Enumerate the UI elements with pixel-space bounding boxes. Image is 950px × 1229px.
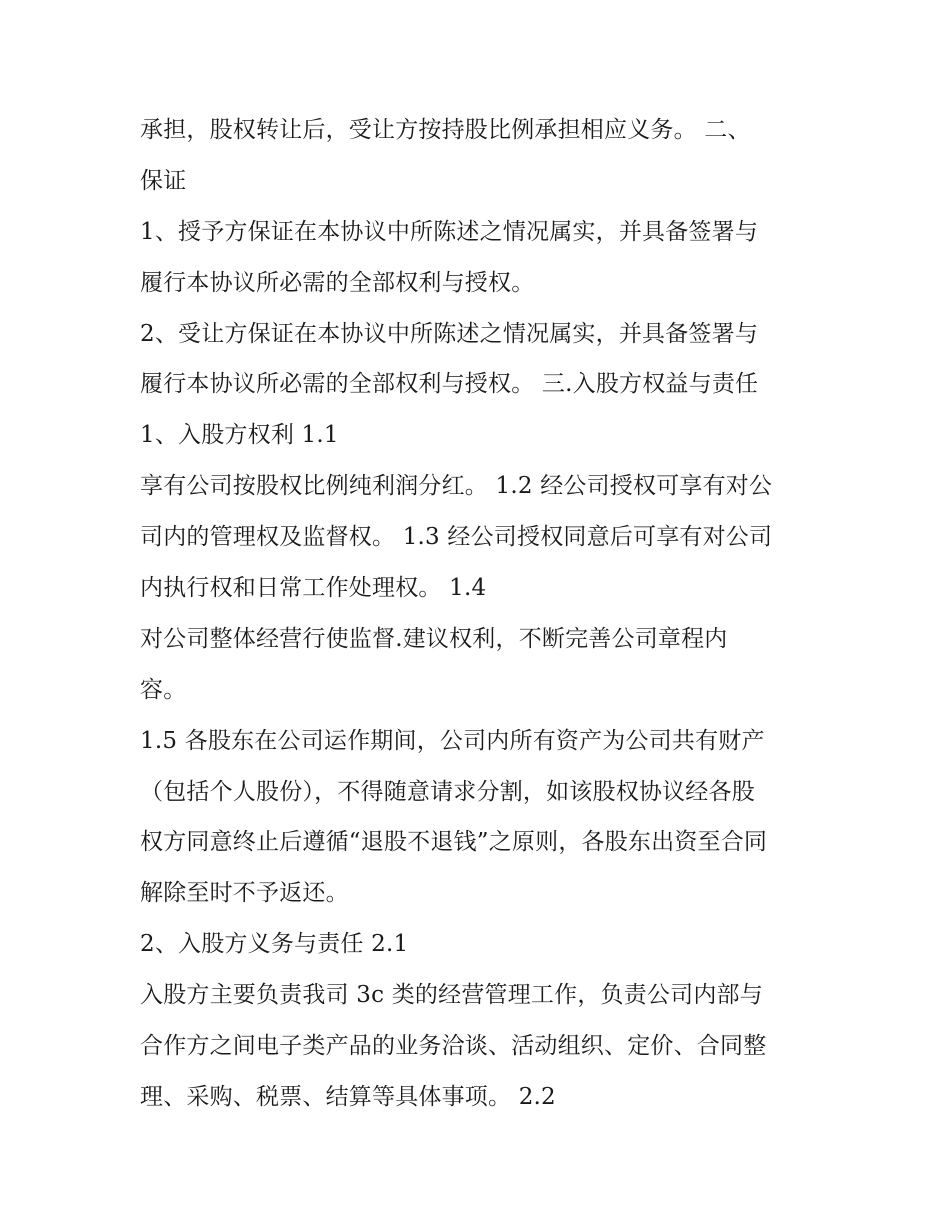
document-body	[140, 105, 820, 1123]
text-line: 履行本协议所必需的全部权利与授权。	[140, 269, 535, 296]
text-line: 内执行权和日常工作处理权。 1.4	[140, 575, 487, 602]
text-line: 权方同意终止后遵循“退股不退钱”之原则，各股东出资至合同	[140, 829, 768, 856]
text-line: 1、授予方保证在本协议中所陈述之情况属实，并具备签署与	[140, 218, 759, 245]
text-line: 承担，股权转让后，受让方按持股比例承担相应义务。 二、	[140, 117, 751, 143]
text-line: 入股方主要负责我司 3c 类的经营管理工作，负责公司内部与	[140, 982, 763, 1009]
text-line: 1、入股方权利 1.1	[140, 422, 339, 449]
text-line: （包括个人股份），不得随意请求分割，如该股权协议经各股	[140, 778, 755, 805]
text-line: 2、受让方保证在本协议中所陈述之情况属实，并具备签署与	[140, 320, 759, 347]
text-line: 保证	[140, 167, 187, 194]
text-line: 司内的管理权及监督权。 1.3 经公司授权同意后可享有对公司	[140, 524, 773, 551]
text-line: 容。	[140, 676, 187, 703]
text-line: 理、采购、税票、结算等具体事项。 2.2	[140, 1083, 556, 1110]
text-line: 享有公司按股权比例纯利润分红。 1.2 经公司授权可享有对公	[140, 473, 773, 500]
text-line: 解除至时不予返还。	[140, 880, 349, 907]
text-line: 合作方之间电子类产品的业务洽谈、活动组织、定价、合同整	[140, 1033, 767, 1060]
text-line: 履行本协议所必需的全部权利与授权。 三.入股方权益与责任	[140, 371, 759, 398]
text-line: 2、入股方义务与责任 2.1	[140, 931, 409, 958]
text-line: 对公司整体经营行使监督.建议权利，不断完善公司章程内	[140, 625, 728, 652]
text-line: 1.5 各股东在公司运作期间，公司内所有资产为公司共有财产	[140, 727, 765, 754]
